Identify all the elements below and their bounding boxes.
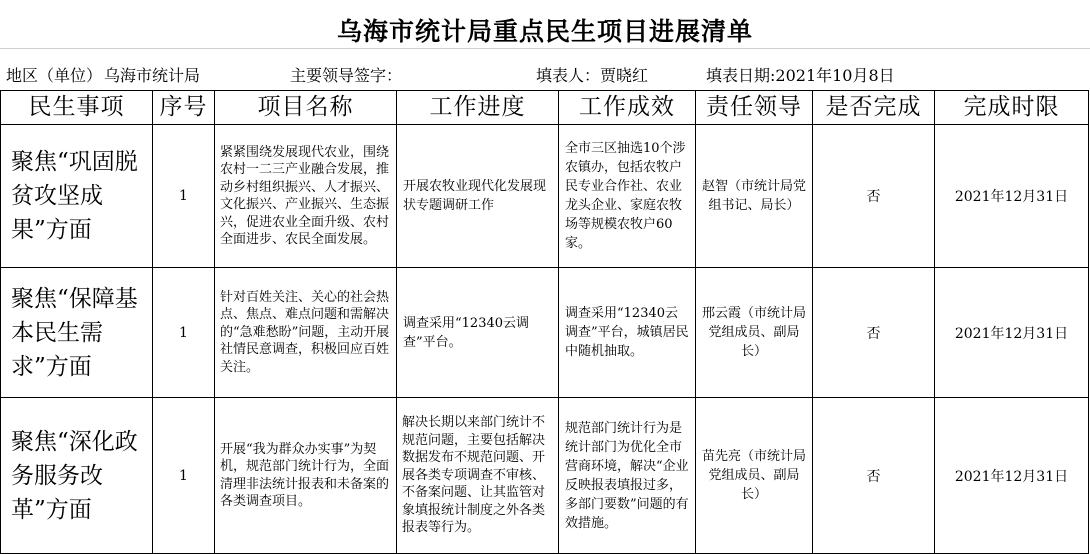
cell-leader: 苗先亮（市统计局党组成员、副局长）	[696, 398, 813, 554]
leader-sign-field	[290, 63, 402, 89]
cell-leader: 赵智（市统计局党组书记、局长）	[696, 125, 813, 268]
header-result: 工作成效	[559, 91, 696, 125]
table-row	[1, 398, 1089, 554]
date-value: 2021年10月8日	[775, 66, 895, 85]
cell-project-name: 紧紧围绕发展现代农业，围绕农村一二三产业融合发展，推动乡村组织振兴、人才振兴、文化振兴、产业振兴、生态振兴，促进农业全面升级、农村全面进步、农民全面发展。	[215, 125, 397, 268]
cell-deadline: 2021年12月31日	[935, 268, 1089, 398]
date-field	[706, 63, 895, 89]
cell-seq: 1	[153, 125, 215, 268]
cell-completed: 否	[813, 125, 935, 268]
header-completed: 是否完成	[813, 91, 935, 125]
leader-sign-label: 主要领导签字：	[290, 66, 403, 85]
cell-project-name: 开展“我为群众办实事”为契机，规范部门统计行为，全面清理非法统计报表和未备案的各类调查项目。	[215, 398, 397, 554]
header-project-name: 项目名称	[215, 91, 397, 125]
cell-progress: 解决长期以来部门统计不规范问题，主要包括解决数据发布不规范问题、开展各类专项调查不审核、不备案问题、让其监管对象填报统计制度之外各类报表等行为。	[397, 398, 559, 554]
cell-progress: 调查采用“12340云调查”平台。	[397, 268, 559, 398]
region-value: 乌海市统计局	[104, 66, 201, 85]
project-table	[0, 90, 1089, 554]
table-row	[1, 268, 1089, 398]
header-leader: 责任领导	[696, 91, 813, 125]
region-label: 地区（单位）	[6, 66, 103, 85]
cell-seq: 1	[153, 398, 215, 554]
cell-result: 全市三区抽选10个涉农镇办，包括农牧户民专业合作社、农业龙头企业、家庭农牧场等规模农牧户60家。	[559, 125, 696, 268]
filler-label: 填表人：	[536, 66, 601, 85]
filler-value: 贾晓红	[600, 66, 649, 85]
region-field	[6, 63, 200, 89]
cell-completed: 否	[813, 398, 935, 554]
cell-livelihood-item: 聚焦“深化政务服务改革”方面	[1, 398, 153, 554]
cell-result: 规范部门统计行为是统计部门为优化全市营商环境，解决“企业反映报表填报过多，多部门要数”问题的有效措施。	[559, 398, 696, 554]
cell-result: 调查采用“12340云调查”平台，城镇居民中随机抽取。	[559, 268, 696, 398]
title-divider	[0, 48, 1090, 49]
cell-deadline: 2021年12月31日	[935, 125, 1089, 268]
table-header-row	[1, 91, 1089, 125]
page-title: 乌海市统计局重点民生项目进展清单	[336, 17, 753, 46]
table-row	[1, 125, 1089, 268]
cell-seq: 1	[153, 268, 215, 398]
cell-progress: 开展农牧业现代化发展现状专题调研工作	[397, 125, 559, 268]
filler-field	[536, 63, 648, 89]
cell-leader: 邢云霞（市统计局党组成员、副局长）	[696, 268, 813, 398]
header-livelihood-item: 民生事项	[1, 91, 153, 125]
cell-project-name: 针对百姓关注、关心的社会热点、焦点、难点问题和需解决的“急难愁盼”问题，主动开展社情民意调查，积极回应百姓关注。	[215, 268, 397, 398]
header-seq: 序号	[153, 91, 215, 125]
cell-livelihood-item: 聚焦“巩固脱贫攻坚成果”方面	[1, 125, 153, 268]
date-label: 填表日期:	[706, 66, 776, 85]
header-progress: 工作进度	[397, 91, 559, 125]
header-deadline: 完成时限	[935, 91, 1089, 125]
cell-deadline: 2021年12月31日	[935, 398, 1089, 554]
cell-livelihood-item: 聚焦“保障基本民生需求”方面	[1, 268, 153, 398]
cell-completed: 否	[813, 268, 935, 398]
